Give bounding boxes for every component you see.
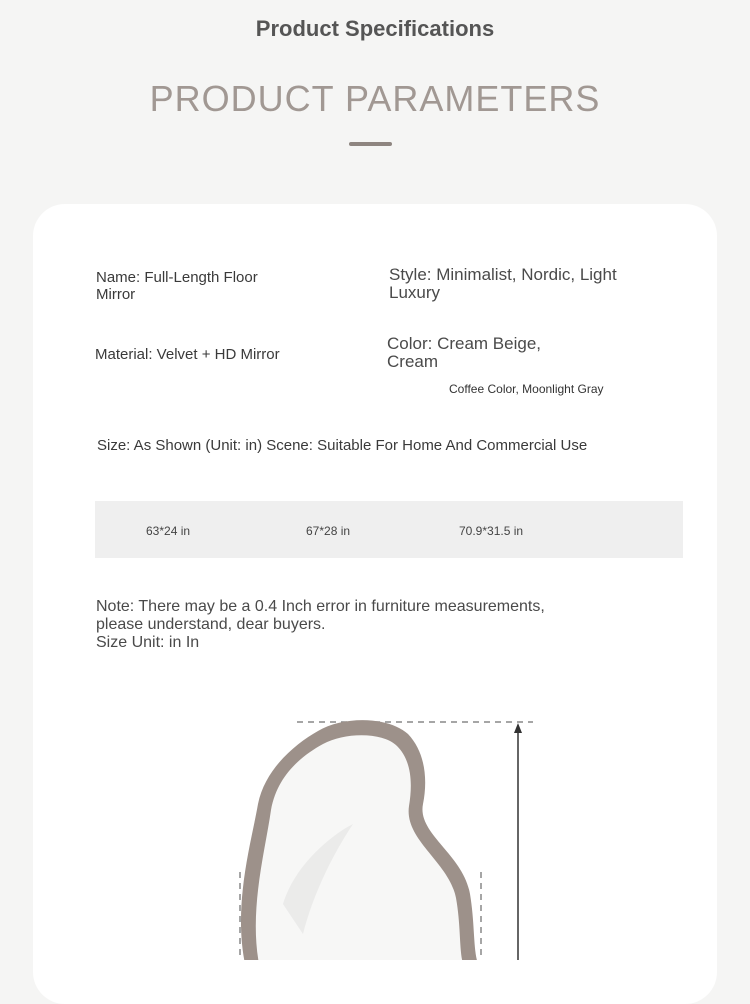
spec-card (33, 204, 717, 1004)
spec-name: Name: Full-Length Floor Mirror (96, 269, 258, 303)
note-line: Size Unit: in In (96, 634, 200, 651)
spec-material: Material: Velvet + HD Mirror (95, 346, 280, 363)
note-line: Note: There may be a 0.4 Inch error in furniture measurements, (96, 598, 545, 615)
spec-size-scene: Size: As Shown (Unit: in) Scene: Suitable For Home And Commercial Use (97, 437, 588, 454)
page-title: Product Specifications (255, 16, 495, 41)
arrow-up-icon (514, 723, 522, 733)
note-line: please understand, dear buyers. (96, 616, 326, 633)
params-heading: PRODUCT PARAMETERS (149, 78, 601, 119)
mirror-illustration (33, 204, 717, 960)
spec-color: Color: Cream Beige, Cream (387, 334, 542, 371)
size-option: 67*28 in (306, 524, 351, 538)
spec-style: Style: Minimalist, Nordic, Light Luxury (389, 265, 617, 302)
spec-color-extra: Coffee Color, Moonlight Gray (449, 382, 604, 396)
size-option: 70.9*31.5 in (459, 524, 524, 538)
size-option: 63*24 in (146, 524, 191, 538)
heading-divider (349, 142, 392, 146)
